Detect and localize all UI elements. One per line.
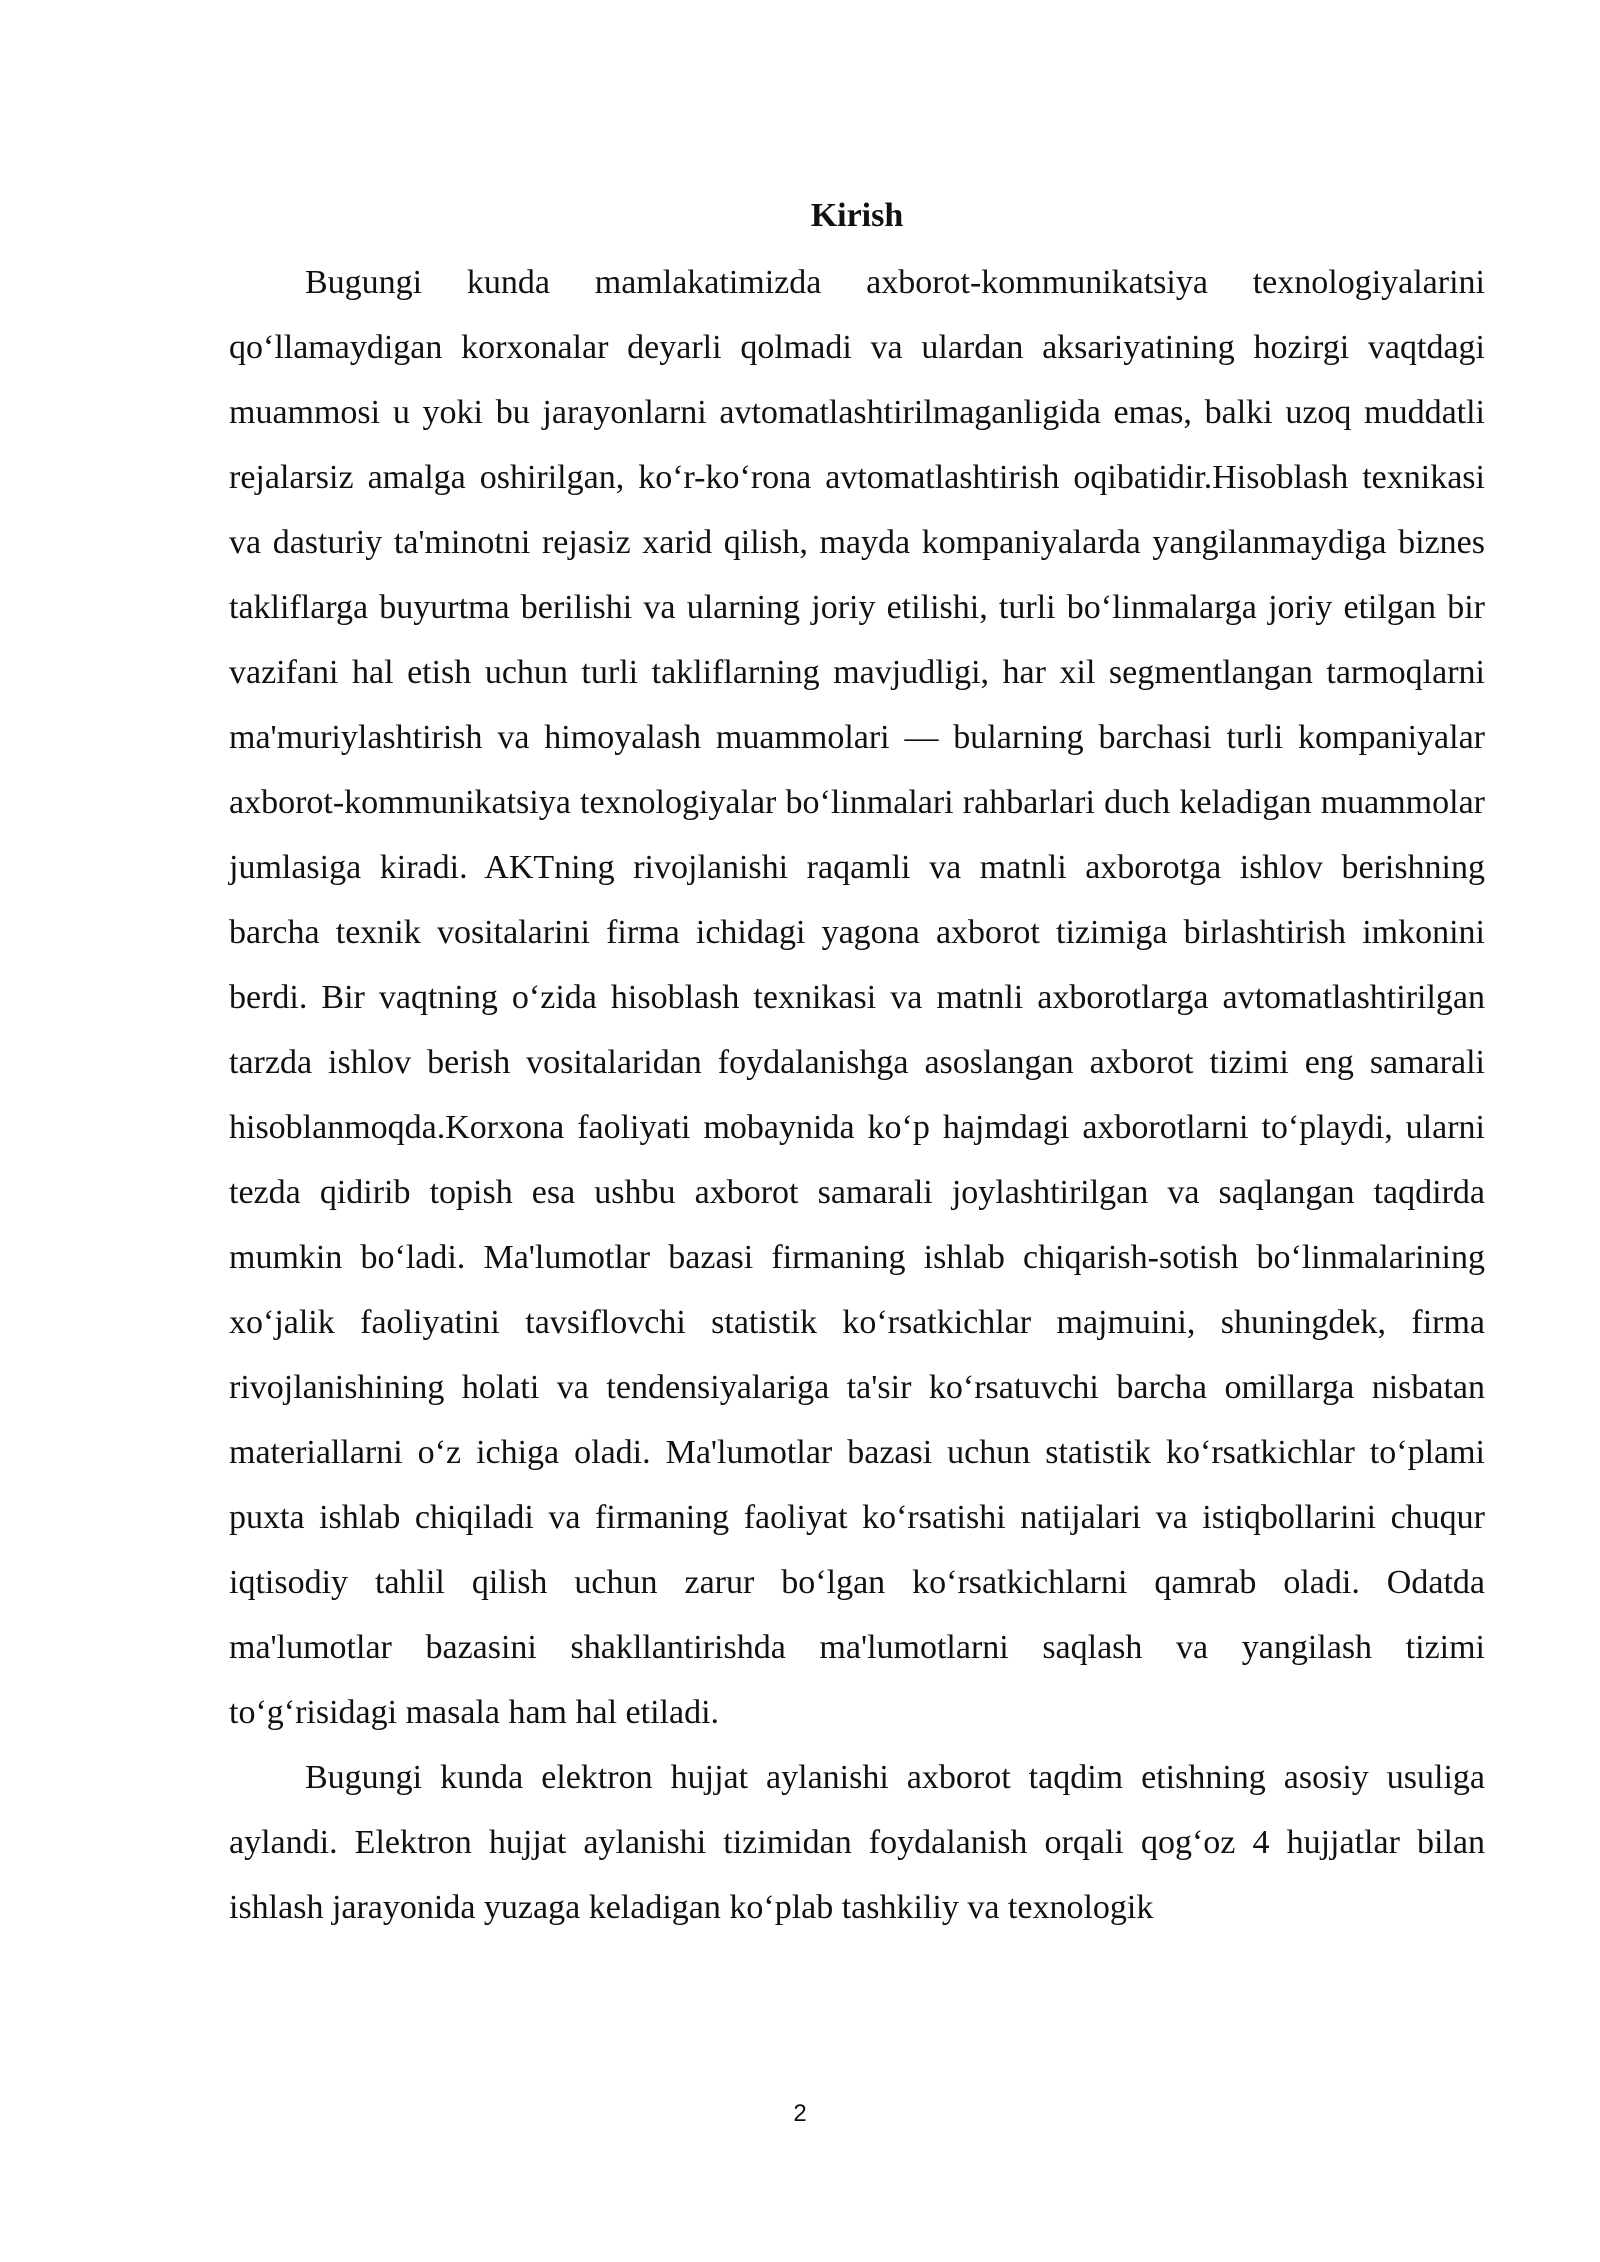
page-content (229, 192, 1485, 1940)
body-paragraph: Bugungi kunda elektron hujjat aylanishi axborot taqdim etishning asosiy usuliga aylandi. Elektron hujjat aylanishi tizimidan foydalanish orqali qog‘oz 4 hujjatlar bilan ishlash jarayonida yuzaga keladigan ko‘plab tashkiliy va texnologik (229, 1759, 1485, 1926)
section-title: Kirish (810, 197, 904, 234)
page-number: 2 (793, 2100, 807, 2127)
body-paragraph: Bugungi kunda mamlakatimizda axborot-kommunikatsiya texnologiyalarini qo‘llamaydigan korxonalar deyarli qolmadi va ulardan aksariyatining hozirgi vaqtdagi muammosi u yoki bu jarayonlarni avtomatlashtirilmaganligida emas, balki uzoq muddatli rejalarsiz amalga oshirilgan, ko‘r-ko‘rona avtomatlashtirish oqibatidir.Hisoblash texnikasi va dasturiy ta'minotni rejasiz xarid qilish, mayda kompaniyalarda yangilanmaydiga biznes takliflarga buyurtma berilishi va ularning joriy etilishi, turli bo‘linmalarga joriy etilgan bir vazifani hal etish uchun turli takliflarning mavjudligi, har xil segmentlangan tarmoqlarni ma'muriylashtirish va himoyalash muammolari — bularning barchasi turli kompaniyalar axborot-kommunikatsiya texnologiyalar bo‘linmalari rahbarlari duch keladigan muammolar jumlasiga kiradi. AKTning rivojlanishi raqamli va matnli axborotga ishlov berishning barcha texnik vositalarini firma ichidagi yagona axborot tizimiga birlashtirish imkonini berdi. Bir vaqtning o‘zida hisoblash texnikasi va matnli axborotlarga avtomatlashtirilgan tarzda ishlov berish vositalaridan foydalanishga asoslangan axborot tizimi eng samarali hisoblanmoqda.Korxona faoliyati mobaynida ko‘p hajmdagi axborotlarni to‘playdi, ularni tezda qidirib topish esa ushbu axborot samarali joylashtirilgan va saqlangan taqdirda mumkin bo‘ladi. Ma'lumotlar bazasi firmaning ishlab chiqarish-sotish bo‘linmalarining xo‘jalik faoliyatini tavsiflovchi statistik ko‘rsatkichlar majmuini, shuningdek, firma rivojlanishining holati va tendensiyalariga ta'sir ko‘rsatuvchi barcha omillarga nisbatan materiallarni o‘z ichiga oladi. Ma'lumotlar bazasi uchun statistik ko‘rsatkichlar to‘plami puxta ishlab chiqiladi va firmaning faoliyat ko‘rsatishi natijalari va istiqbollarini chuqur iqtisodiy tahlil qilish uchun zarur bo‘lgan ko‘rsatkichlarni qamrab oladi. Odatda ma'lumotlar bazasini shakllantirishda ma'lumotlarni saqlash va yangilash tizimi to‘g‘risidagi masala ham hal etiladi. (229, 264, 1485, 1731)
